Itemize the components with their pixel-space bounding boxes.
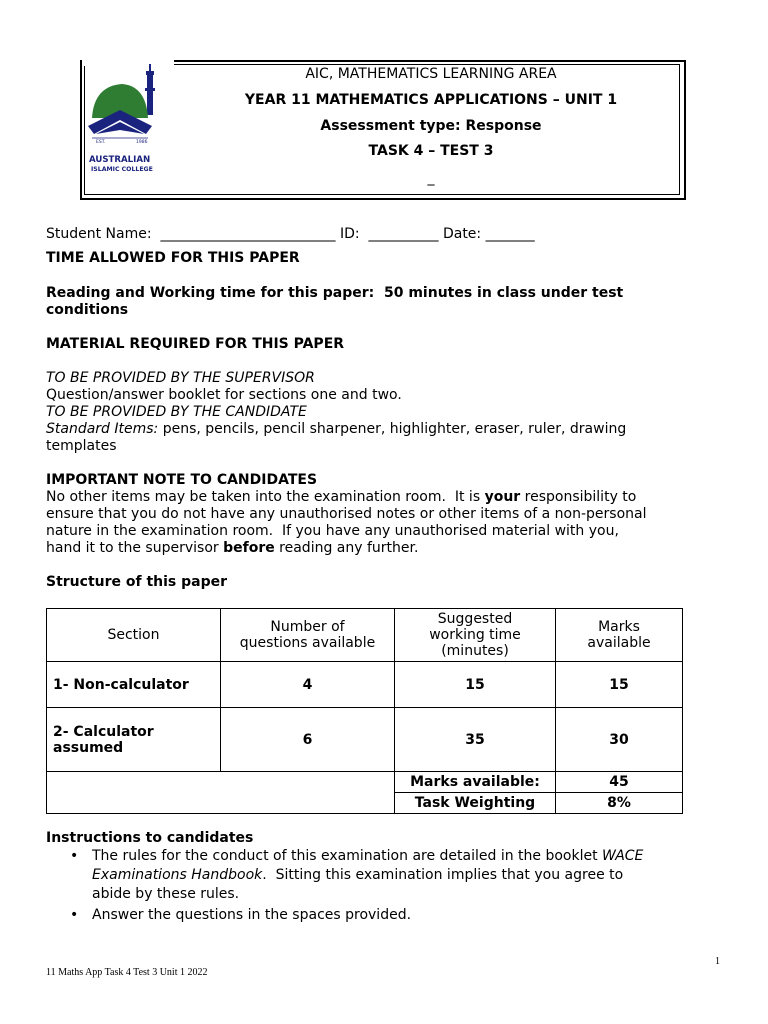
structure-table (46, 608, 683, 814)
student-name-blank[interactable]: _________________________ (160, 226, 336, 242)
table-row (47, 708, 683, 772)
candidate-heading: TO BE PROVIDED BY THE CANDIDATE (46, 404, 307, 420)
standard-items-line (46, 421, 626, 437)
bullet-icon: • (70, 848, 79, 864)
standard-items-label: Standard Items: (46, 421, 159, 437)
structure-heading: Structure of this paper (46, 574, 228, 590)
row2-questions: 6 (221, 708, 395, 772)
logo-year: 1986 (136, 140, 148, 145)
header-section: Section (47, 609, 221, 662)
note-text: No other items may be taken into the examination room. It is (46, 489, 485, 505)
footer-text: 11 Maths App Task 4 Test 3 Unit 1 2022 (46, 967, 208, 978)
note-emphasis-your: your (484, 489, 521, 505)
bullet-icon: • (70, 907, 79, 923)
row1-section: 1- Non-calculator (47, 662, 221, 708)
instruction-emphasis: Examinations Handbook (92, 867, 263, 883)
note-emphasis-before: before (223, 540, 275, 556)
supervisor-heading: TO BE PROVIDED BY THE SUPERVISOR (46, 370, 315, 386)
header-line-5: _ (427, 170, 435, 186)
id-label: ID: (339, 226, 360, 242)
note-text: responsibility to (520, 489, 637, 505)
note-text: reading any further. (274, 540, 419, 556)
weighting-label: Task Weighting (395, 793, 556, 814)
table-total-row (47, 772, 683, 793)
header-line-3: Assessment type: Response (320, 118, 542, 134)
marks-available-label: Marks available: (395, 772, 556, 793)
reading-time-line-2: conditions (46, 302, 129, 318)
table-header-row (47, 609, 683, 662)
note-line-2: ensure that you do not have any unauthorised notes or other items of a non-personal (46, 506, 647, 522)
header-line-4: TASK 4 – TEST 3 (368, 143, 494, 159)
marks-available-value: 45 (556, 772, 683, 793)
logo-est: EST. (96, 140, 106, 145)
row1-questions: 4 (221, 662, 395, 708)
logo-name-1: AUSTRALIAN (89, 155, 151, 165)
table-empty-cell (47, 772, 395, 814)
date-label: Date: (442, 226, 482, 242)
instruction-emphasis: WACE (602, 848, 644, 864)
note-text: hand it to the supervisor (46, 540, 224, 556)
note-line-1 (46, 489, 720, 505)
row1-time: 15 (395, 662, 556, 708)
time-heading: TIME ALLOWED FOR THIS PAPER (46, 250, 300, 266)
supervisor-text: Question/answer booklet for sections one and two. (46, 387, 402, 403)
row2-section: 2- Calculator assumed (47, 708, 221, 772)
instruction-1-line-3: abide by these rules. (92, 886, 240, 902)
material-heading: MATERIAL REQUIRED FOR THIS PAPER (46, 336, 345, 352)
weighting-value: 8% (556, 793, 683, 814)
header-line-1: AIC, MATHEMATICS LEARNING AREA (305, 66, 557, 82)
row1-marks: 15 (556, 662, 683, 708)
standard-items-text: pens, pencils, pencil sharpener, highlighter, eraser, ruler, drawing (158, 421, 627, 437)
note-heading: IMPORTANT NOTE TO CANDIDATES (46, 472, 318, 488)
instruction-1-line-2 (92, 867, 623, 883)
instruction-text: The rules for the conduct of this examination are detailed in the booklet (92, 848, 603, 864)
note-line-4 (46, 540, 418, 556)
reading-time-line-1: Reading and Working time for this paper: 50 minutes in class under test (46, 285, 624, 301)
college-logo (86, 60, 174, 180)
id-blank[interactable]: __________ (368, 226, 439, 242)
instruction-2: Answer the questions in the spaces provided. (92, 907, 412, 923)
instructions-heading: Instructions to candidates (46, 830, 254, 846)
note-line-3: nature in the examination room. If you have any unauthorised material with you, (46, 523, 619, 539)
standard-items-text-2: templates (46, 438, 117, 454)
student-name-label: Student Name: (46, 226, 152, 242)
instruction-text: . Sitting this examination implies that you agree to (262, 867, 624, 883)
date-blank[interactable]: _______ (485, 226, 535, 242)
page-number: 1 (715, 956, 720, 967)
student-info-line (46, 226, 535, 242)
logo-name-2: ISLAMIC COLLEGE (91, 166, 153, 173)
header-marks: Marks available (556, 609, 683, 662)
instruction-1-line-1 (92, 848, 643, 864)
header-questions: Number of questions available (221, 609, 395, 662)
header-time: Suggested working time (minutes) (395, 609, 556, 662)
row2-marks: 30 (556, 708, 683, 772)
header-line-2: YEAR 11 MATHEMATICS APPLICATIONS – UNIT 1 (244, 92, 618, 108)
table-row (47, 662, 683, 708)
row2-time: 35 (395, 708, 556, 772)
